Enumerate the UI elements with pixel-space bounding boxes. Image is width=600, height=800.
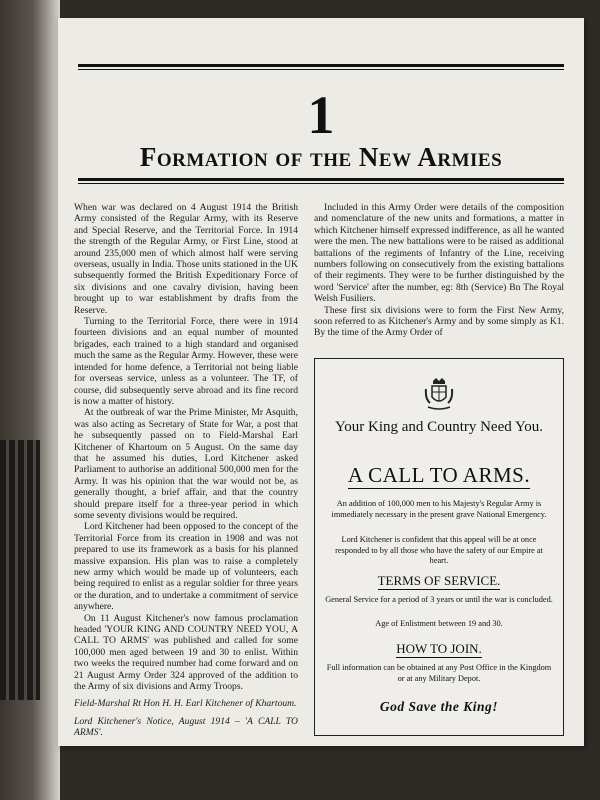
paragraph: At the outbreak of war the Prime Minister, Mr Asquith, was also acting as Secretary of State for War, a post that he subsequently passed on to Field-Marshal Earl Kitchener of Khartoum on 5 August. On the same day that he assumed his duties, Lord Kitchener asked Parliament to authorise an additional 500,000 men for the Army. It was his opinion that the war would not be, as generally thought, a brief affair, and that the country should prepare itself for a three-year period in which some seventy divisions would be required. [74, 407, 298, 521]
poster-closing: God Save the King! [379, 699, 499, 714]
poster-join-text: HOW TO JOIN. [396, 641, 482, 656]
book-left-edge [0, 0, 60, 800]
poster-paragraph: Full information can be obtained at any Post Office in the Kingdom or at any Military Depot. [326, 663, 552, 683]
poster-join-heading [315, 641, 563, 657]
paragraph: Turning to the Territorial Force, there were in 1914 fourteen divisions and an equal number of mounted brigades, each trained to a high standard and organised much the same as the Regular Army. However, these were intended for home defence, a Territorial not being liable for overseas service, unless as a volunteer. The TF, of course, did subsequently serve abroad and its fine record is now a matter of history. [74, 316, 298, 407]
top-rule-thin [78, 69, 564, 70]
book-page [58, 18, 584, 746]
poster-headline: Your King and Country Need You. [334, 419, 544, 435]
poster-paragraph: Lord Kitchener is confident that this appeal will be at once responded to by all those who have the safety of our Empire at heart. [335, 535, 543, 565]
top-rule [78, 64, 564, 67]
bottom-rule-thin [78, 183, 564, 184]
poster-paragraph: General Service for a period of 3 years or until the war is concluded. [325, 595, 553, 604]
facing-page-photo [0, 440, 40, 700]
paragraph: When war was declared on 4 August 1914 the British Army consisted of the Regular Army, with its Reserve and Special Reserve, and the Territorial Force. In 1914 the strength of the Regular Army, or First Line, stood at around 235,000 men of which almost half were serving overseas, usually in India. Those units stationed in the UK subsequently formed the British Expeditionary Force of six divisions and one cavalry division, having been brought up to war establishment by drafts from the Reserve. [74, 202, 298, 316]
royal-coat-of-arms-icon [424, 377, 454, 411]
paragraph: Lord Kitchener had been opposed to the concept of the Territorial Force from its creation in 1908 and was not prepared to use its framework as a basis for his planned massive expansion. His plan was to raise a completely new army which would be made up of volunteers, each being required to enlist as a regular soldier for three years or the duration, and to undertake a commitment of service anywhere. [74, 521, 298, 613]
left-column [74, 202, 298, 739]
poster-call-text: A CALL TO ARMS. [347, 463, 531, 487]
chapter-title: Formation of the New Armies [139, 142, 503, 172]
bottom-rule [78, 178, 564, 181]
poster-terms-heading [315, 573, 563, 589]
paragraph: These first six divisions were to form the First New Army, soon referred to as Kitchener's Army and by some simply as K1. By the time of the Army Order of [314, 304, 564, 339]
poster-paragraph: Age of Enlistment between 19 and 30. [375, 619, 503, 628]
paragraph: Included in this Army Order were details of the composition and nomenclature of the new units and formations, a matter in which Kitchener himself expressed indifference, as all he wanted were the men. The new battalions were to be raised as additional battalions of the regiments of Infantry of the Line, receiving numbers following on consecutively from the existing battalions of their regiments. They were to be further distinguished by the word 'Service' after the number, eg: 8th (Service) Bn The Royal Welsh Fusiliers. [314, 202, 564, 305]
chapter-number: 1 [307, 85, 335, 145]
paragraph: On 11 August Kitchener's now famous proclamation headed 'YOUR KING AND COUNTRY NEED YOU, A CALL TO ARMS' was published and called for some 100,000 men aged between 19 and 30 to enlist. Within two weeks the required number had come forward and on 21 August Army Order 324 approved of the addition to the Army of six divisions and Army Troops. [74, 612, 298, 693]
poster-terms-text: TERMS OF SERVICE. [377, 573, 501, 588]
right-column [314, 202, 564, 339]
recruitment-poster [314, 358, 564, 736]
poster-call-to-arms [315, 463, 563, 488]
poster-paragraph: An addition of 100,000 men to his Majesty's Regular Army is immediately necessary in the present grave National Emergency. [331, 499, 547, 519]
figure-caption: Field-Marshal Rt Hon H. H. Earl Kitchener of Khartoum. [74, 698, 297, 710]
figure-caption: Lord Kitchener's Notice, August 1914 – 'A CALL TO ARMS'. [74, 715, 298, 739]
